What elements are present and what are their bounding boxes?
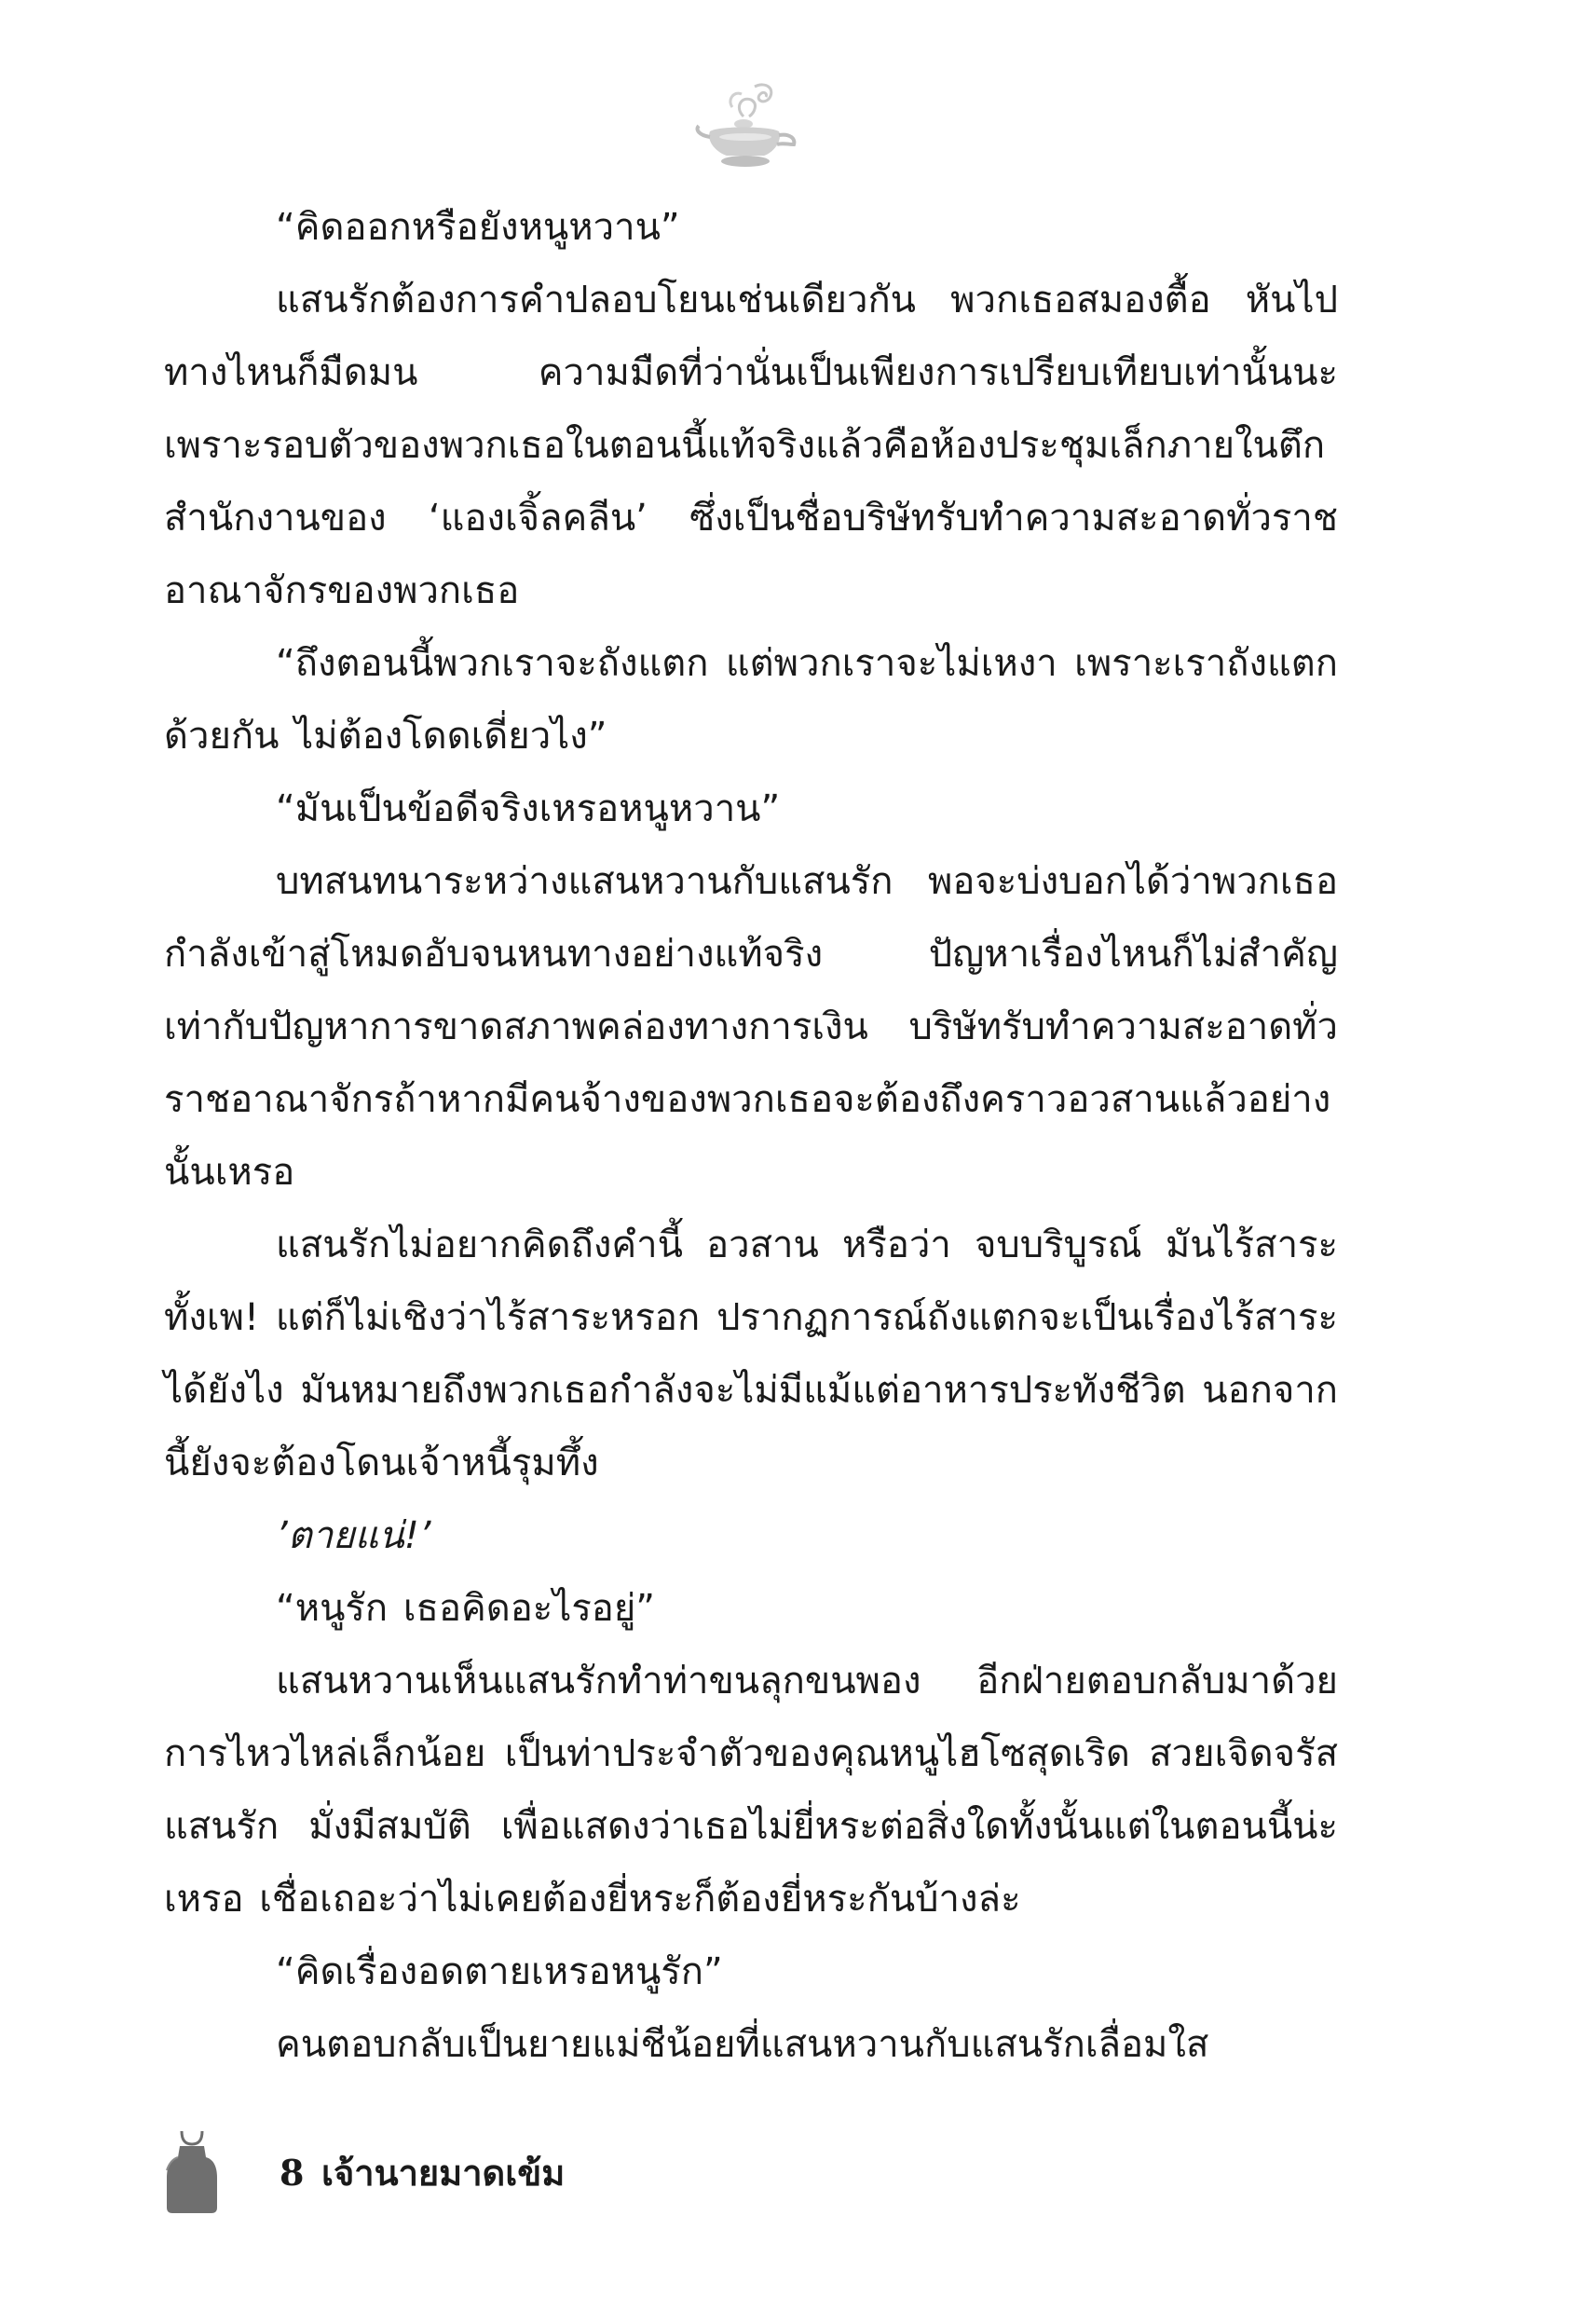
paragraph-thought: ’ตายแน่!’ — [276, 1514, 431, 1557]
paragraph: “คิดเรื่องอดตายเหรอหนูรัก” — [276, 1950, 723, 1993]
paragraph: “หนูรัก เธอคิดอะไรอยู่” — [276, 1587, 655, 1630]
paragraph: แสนหวานเห็นแสนรักทำท่าขนลุกขนพอง อีกฝ่ายตอบกลับมาด้วยการไหวไหล่เล็กน้อย เป็นท่าประจำตัวของคุณหนูไฮโซสุดเริด สวยเจิดจรัส แสนรัก มั่งมีสมบัติ เพื่อแสดงว่าเธอไม่ยี่หระต่อสิ่งใดทั้งนั้นแต่ในตอนนี้น่ะเหรอ เชื่อเถอะว่าไม่เคยต้องยี่หระก็ต้องยี่หระกันบ้างล่ะ — [164, 1660, 1338, 1921]
paragraph: แสนรักไม่อยากคิดถึงคำนี้ อวสาน หรือว่า จบบริบูรณ์ มันไร้สาระทั้งเพ! แต่ก็ไม่เชิงว่าไร้สาระหรอก ปรากฏการณ์ถังแตกจะเป็นเรื่องไร้สาระได้ยังไง มันหมายถึงพวกเธอกำลังจะไม่มีแม้แต่อาหารประทังชีวิต นอกจากนี้ยังจะต้องโดนเจ้าหนี้รุมทึ้ง — [164, 1224, 1338, 1484]
paragraph: แสนรักต้องการคำปลอบโยนเช่นเดียวกัน พวกเธอสมองตื้อ หันไปทางไหนก็มืดมน ความมืดที่ว่านั่นเป็นเพียงการเปรียบเทียบเท่านั้นนะ เพราะรอบตัวของพวกเธอในตอนนี้แท้จริงแล้วคือห้องประชุมเล็กภายในตึกสำนักงานของ ‘แองเจิ้ลคลีน’ ซึ่งเป็นชื่อบริษัทรับทำความสะอาดทั่วราชอาณาจักรของพวกเธอ — [164, 279, 1338, 612]
paragraph: “ถึงตอนนี้พวกเราจะถังแตก แต่พวกเราจะไม่เหงา เพราะเราถังแตกด้วยกัน ไม่ต้องโดดเดี่ยวไง” — [164, 642, 1338, 758]
paragraph: บทสนทนาระหว่างแสนหวานกับแสนรัก พอจะบ่งบอกได้ว่าพวกเธอกำลังเข้าสู่โหมดอับจนหนทางอย่างแท้จริง ปัญหาเรื่องไหนก็ไม่สำคัญเท่ากับปัญหาการขาดสภาพคล่องทางการเงิน บริษัทรับทำความสะอาดทั่วราชอาณาจักรถ้าหากมีคนจ้างของพวกเธอจะต้องถึงคราวอวสานแล้วอย่างนั้นเหรอ — [164, 860, 1338, 1194]
book-title: เจ้านายมาดเข้ม — [321, 2152, 566, 2194]
body-text — [164, 191, 1338, 2081]
genie-lamp-icon — [689, 79, 801, 172]
apron-icon — [163, 2129, 221, 2213]
paragraph: คนตอบกลับเป็นยายแม่ชีน้อยที่แสนหวานกับแสนรักเลื่อมใส — [276, 2023, 1209, 2066]
paragraph: “คิดออกหรือยังหนูหวาน” — [276, 206, 680, 249]
page-footer — [163, 2129, 722, 2213]
paragraph: “มันเป็นข้อดีจริงเหรอหนูหวาน” — [276, 787, 781, 830]
page-number: 8 — [280, 2152, 305, 2194]
